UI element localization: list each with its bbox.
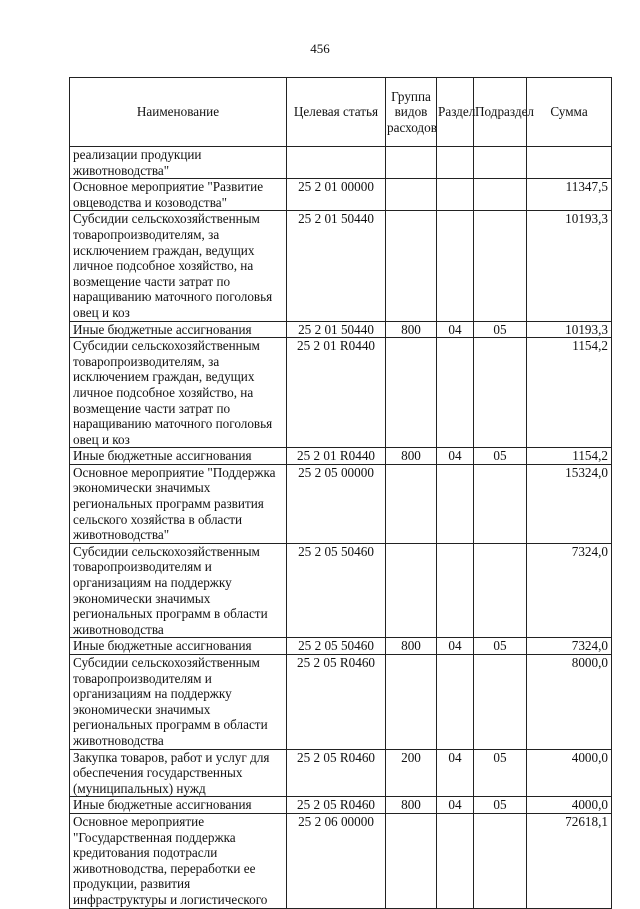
- cell-group: [386, 179, 437, 211]
- cell-sum: 7324,0: [527, 638, 612, 655]
- cell-target: 25 2 05 R0460: [287, 655, 386, 750]
- cell-group: [386, 147, 437, 179]
- cell-group: 800: [386, 638, 437, 655]
- cell-name: Субсидии сельскохозяйственным товаропроизводителям, за исключением граждан, ведущих личное подсобное хозяйство, на возмещение части затрат по наращиванию маточного поголовья овец и коз: [70, 211, 287, 321]
- cell-group: 800: [386, 321, 437, 338]
- table-row: [70, 638, 612, 655]
- cell-target: [287, 147, 386, 179]
- cell-sum: 8000,0: [527, 655, 612, 750]
- table-row: [70, 655, 612, 750]
- cell-section: [437, 338, 474, 448]
- cell-sum: 10193,3: [527, 321, 612, 338]
- cell-name: реализации продукции животноводства": [70, 147, 287, 179]
- cell-sum: 1154,2: [527, 448, 612, 465]
- cell-group: [386, 464, 437, 543]
- cell-name: Иные бюджетные ассигнования: [70, 638, 287, 655]
- header-group: Группа видов расходов: [386, 78, 437, 147]
- cell-name: Иные бюджетные ассигнования: [70, 797, 287, 814]
- cell-name: Основное мероприятие "Развитие овцеводства и козоводства": [70, 179, 287, 211]
- cell-target: 25 2 05 R0460: [287, 749, 386, 797]
- cell-name: Субсидии сельскохозяйственным товаропроизводителям, за исключением граждан, ведущих личное подсобное хозяйство, на возмещение части затрат по наращиванию маточного поголовья овец и коз: [70, 338, 287, 448]
- cell-section: [437, 543, 474, 638]
- header-name: Наименование: [70, 78, 287, 147]
- cell-section: [437, 813, 474, 908]
- cell-section: [437, 211, 474, 321]
- cell-name: Основное мероприятие "Государственная поддержка кредитования подотрасли животноводства, переработки ее продукции, развития инфраструктуры и логистического: [70, 813, 287, 908]
- budget-table: [69, 77, 612, 909]
- table-row: [70, 448, 612, 465]
- cell-target: 25 2 05 00000: [287, 464, 386, 543]
- cell-sum: 15324,0: [527, 464, 612, 543]
- cell-sum: 10193,3: [527, 211, 612, 321]
- cell-group: [386, 655, 437, 750]
- header-section: Раздел: [437, 78, 474, 147]
- cell-subsection: 05: [474, 797, 527, 814]
- table-row: [70, 179, 612, 211]
- table-row: [70, 543, 612, 638]
- cell-target: 25 2 01 00000: [287, 179, 386, 211]
- cell-name: Закупка товаров, работ и услуг для обеспечения государственных (муниципальных) нужд: [70, 749, 287, 797]
- cell-section: 04: [437, 749, 474, 797]
- cell-target: 25 2 01 R0440: [287, 338, 386, 448]
- cell-section: 04: [437, 321, 474, 338]
- cell-group: [386, 543, 437, 638]
- table-row: [70, 321, 612, 338]
- cell-section: [437, 464, 474, 543]
- cell-subsection: 05: [474, 321, 527, 338]
- cell-sum: 7324,0: [527, 543, 612, 638]
- table-body: [70, 147, 612, 909]
- table-row: [70, 813, 612, 908]
- table-row: [70, 749, 612, 797]
- cell-subsection: 05: [474, 638, 527, 655]
- cell-sum: 72618,1: [527, 813, 612, 908]
- cell-sum: [527, 147, 612, 179]
- header-target: Целевая статья: [287, 78, 386, 147]
- table-row: [70, 464, 612, 543]
- cell-section: 04: [437, 448, 474, 465]
- table-row: [70, 147, 612, 179]
- cell-name: Субсидии сельскохозяйственным товаропроизводителям и организациям на поддержку экономически значимых региональных программ в области животноводства: [70, 655, 287, 750]
- cell-group: 200: [386, 749, 437, 797]
- cell-subsection: 05: [474, 749, 527, 797]
- table-row: [70, 797, 612, 814]
- cell-name: Иные бюджетные ассигнования: [70, 321, 287, 338]
- cell-subsection: [474, 147, 527, 179]
- cell-sum: 1154,2: [527, 338, 612, 448]
- cell-target: 25 2 06 00000: [287, 813, 386, 908]
- cell-section: 04: [437, 638, 474, 655]
- cell-target: 25 2 05 50460: [287, 638, 386, 655]
- cell-target: 25 2 01 50440: [287, 321, 386, 338]
- header-row: [70, 78, 612, 147]
- cell-subsection: [474, 179, 527, 211]
- cell-subsection: [474, 464, 527, 543]
- cell-subsection: [474, 211, 527, 321]
- cell-target: 25 2 01 50440: [287, 211, 386, 321]
- cell-sum: 11347,5: [527, 179, 612, 211]
- cell-target: 25 2 01 R0440: [287, 448, 386, 465]
- header-sum: Сумма: [527, 78, 612, 147]
- cell-subsection: 05: [474, 448, 527, 465]
- cell-group: 800: [386, 797, 437, 814]
- cell-name: Иные бюджетные ассигнования: [70, 448, 287, 465]
- cell-section: [437, 655, 474, 750]
- cell-section: 04: [437, 797, 474, 814]
- cell-group: [386, 813, 437, 908]
- cell-name: Основное мероприятие "Поддержка экономически значимых региональных программ развития сельского хозяйства в области животноводства": [70, 464, 287, 543]
- table-row: [70, 338, 612, 448]
- cell-sum: 4000,0: [527, 749, 612, 797]
- cell-subsection: [474, 813, 527, 908]
- cell-subsection: [474, 655, 527, 750]
- page-number: 456: [310, 41, 330, 56]
- cell-subsection: [474, 338, 527, 448]
- cell-sum: 4000,0: [527, 797, 612, 814]
- table-header: [70, 78, 612, 147]
- cell-section: [437, 147, 474, 179]
- cell-group: [386, 338, 437, 448]
- cell-group: 800: [386, 448, 437, 465]
- cell-target: 25 2 05 R0460: [287, 797, 386, 814]
- header-subsection: Подраздел: [474, 78, 527, 147]
- cell-section: [437, 179, 474, 211]
- cell-name: Субсидии сельскохозяйственным товаропроизводителям и организациям на поддержку экономически значимых региональных программ в области животноводства: [70, 543, 287, 638]
- table-row: [70, 211, 612, 321]
- cell-target: 25 2 05 50460: [287, 543, 386, 638]
- cell-group: [386, 211, 437, 321]
- cell-subsection: [474, 543, 527, 638]
